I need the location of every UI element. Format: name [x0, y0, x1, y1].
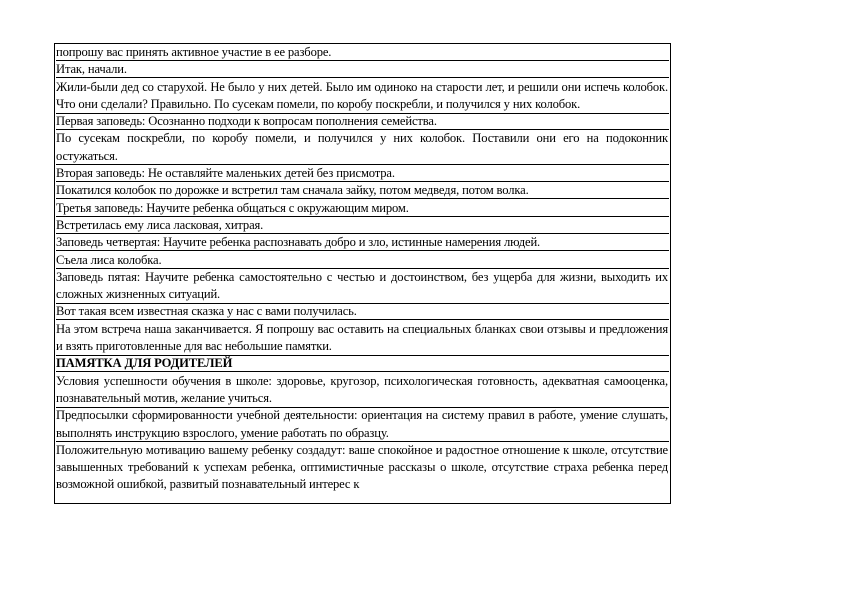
paragraph: Заповедь пятая: Научите ребенка самостоятельно с честью и достоинством, без ущерба для жизни, выходить их сложных жизненных ситуаций.	[56, 269, 668, 302]
paragraph-divider	[56, 355, 669, 356]
paragraph: Съела лиса колобка.	[56, 252, 162, 267]
document-page-box	[54, 43, 671, 504]
paragraph: Вот такая всем известная сказка у нас с вами получилась.	[56, 304, 357, 319]
memo-heading: ПАМЯТКА ДЛЯ РОДИТЕЛЕЙ	[56, 356, 233, 371]
paragraph-divider	[56, 216, 669, 217]
paragraph-divider	[56, 441, 669, 442]
paragraph: Предпосылки сформированности учебной деятельности: ориентация на систему правил в работе, умение слушать, выполнять инструкцию взрослого, умение работать по образцу.	[56, 408, 668, 440]
paragraph: По сусекам поскребли, по коробу помели, и получился у них колобок. Поставили они его на подоконник остужаться.	[56, 131, 668, 163]
paragraph-divider	[56, 250, 669, 251]
paragraph: Условия успешности обучения в школе: здоровье, кругозор, психологическая готовность, адекватная самооценка, познавательный мотив, желание учиться.	[56, 373, 668, 405]
paragraph: Первая заповедь: Осознанно подходи к вопросам пополнения семейства.	[56, 114, 437, 129]
paragraph-divider	[56, 371, 669, 372]
paragraph-divider	[56, 407, 669, 408]
paragraph-divider	[56, 181, 669, 182]
paragraph-divider	[56, 113, 669, 114]
paragraph: Вторая заповедь: Не оставляйте маленьких детей без присмотра.	[56, 166, 395, 181]
paragraph: попрошу вас принять активное участие в ее разборе.	[56, 45, 332, 59]
paragraph-divider	[56, 233, 669, 234]
paragraph: На этом встреча наша заканчивается. Я попрошу вас оставить на специальных бланках свои отзывы и предложения и взять приготовленные для вас небольшие памятки.	[56, 321, 668, 354]
paragraph: Третья заповедь: Научите ребенка общаться с окружающим миром.	[56, 200, 409, 215]
paragraph-divider	[56, 303, 669, 304]
paragraph-divider	[56, 129, 669, 130]
paragraph: Жили-были дед со старухой. Не было у них детей. Было им одиноко на старости лет, и решили они испечь колобок. Что они сделали? Правильно. По сусекам помели, по коробу поскребли, и получился у них колобок.	[56, 79, 668, 111]
paragraph-divider	[56, 319, 669, 320]
paragraph-divider	[56, 60, 669, 61]
paragraph: Покатился колобок по дорожке и встретил там сначала зайку, потом медведя, потом волка.	[56, 183, 529, 198]
paragraph-divider	[56, 164, 669, 165]
paragraph-divider	[56, 77, 669, 78]
paragraph: Заповедь четвертая: Научите ребенка распознавать добро и зло, истинные намерения людей.	[56, 235, 541, 250]
paragraph: Встретилась ему лиса ласковая, хитрая.	[56, 217, 264, 232]
paragraph: Итак, начали.	[56, 62, 127, 77]
paragraph: Положительную мотивацию вашему ребенку создадут: ваше спокойное и радостное отношение к школе, отсутствие завышенных требований к успехам ребенка, оптимистичные рассказы о школе, отсутствие страха ребенка перед возможной ошибкой, развитый познавательный интерес к	[56, 442, 668, 492]
paragraph-divider	[56, 268, 669, 269]
paragraph-divider	[56, 198, 669, 199]
